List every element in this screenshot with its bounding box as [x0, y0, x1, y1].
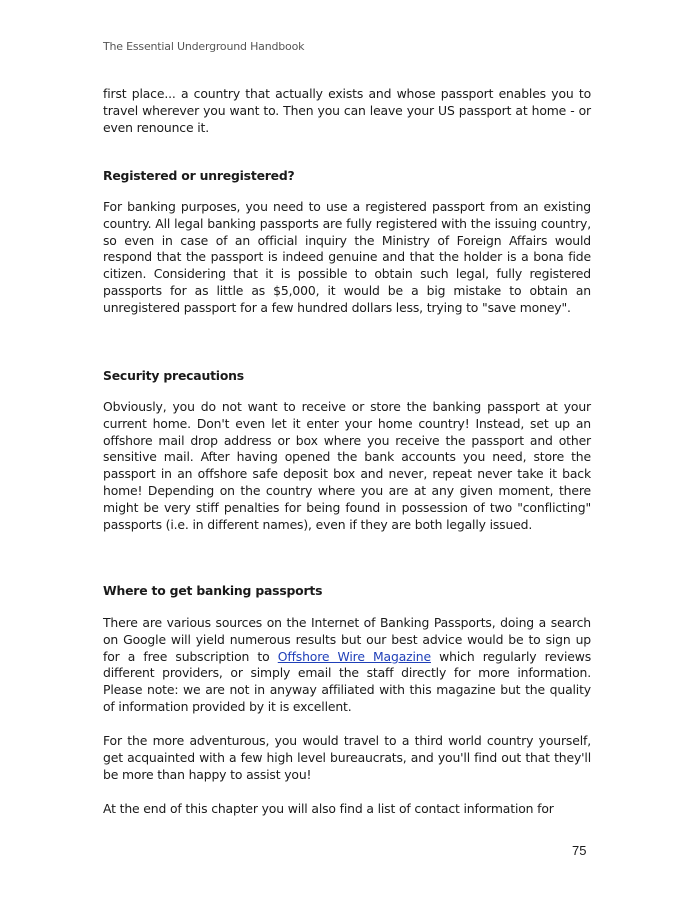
- intro-paragraph: first place... a country that actually exists and whose passport enables you to travel wherever you want to. Then you can leave your US passport at home - or even renounce it.: [103, 86, 591, 135]
- offshore-wire-magazine-link[interactable]: Offshore Wire Magazine: [277, 648, 431, 664]
- intro-block: [103, 86, 591, 136]
- section-registered-paragraph: For banking purposes, you need to use a registered passport from an existing country. All legal banking passports are fully registered with the issuing country, so even in case of an official inquiry the Ministry of Foreign Affairs would respond that the passport is indeed genuine and that the holder is a bona fide citizen. Considering that it is possible to obtain such legal, fully registered passports for as little as $5,000, it would be a big mistake to obtain an unregistered passport for a few hundred dollars less, trying to "save money".: [103, 199, 591, 315]
- section-where-paragraph-2: For the more adventurous, you would travel to a third world country yourself, get acquainted with a few high level bureaucrats, and you'll find out that they'll be more than happy to assist you!: [103, 733, 591, 782]
- section-security-body: [103, 399, 591, 533]
- paragraph-text-after-link: which regularly reviews different providers, or simply email the staff directly for more information. Please note: we are not in anyway affiliated with this magazine but the quality of information provided by it is excellent.: [103, 648, 592, 714]
- section-where-paragraph-1: [103, 615, 591, 716]
- paragraph-text-before-link: There are various sources on the Internet of Banking Passports, doing a search on Google will yield numerous results but our best advice would be to sign up for a free subscription to: [103, 615, 591, 664]
- section-heading-registered: Registered or unregistered?: [103, 168, 295, 183]
- section-where-paragraph-3: At the end of this chapter you will also find a list of contact information for: [103, 801, 554, 816]
- section-where-body-2: [103, 733, 591, 783]
- page-number: 75: [572, 843, 587, 858]
- section-where-body: [103, 615, 591, 716]
- running-header: The Essential Underground Handbook: [103, 40, 305, 53]
- section-heading-security: Security precautions: [103, 368, 244, 383]
- section-security-paragraph: Obviously, you do not want to receive or store the banking passport at your current home. Don't even let it enter your home country! Instead, set up an offshore mail drop address or box where you receive the passport and other sensitive mail. After having opened the bank accounts you need, store the passport in an offshore safe deposit box and never, repeat never take it back home! Depending on the country where you are at any given moment, there might be very stiff penalties for being found in possession of two "conflicting" passports (i.e. in different names), even if they are both legally issued.: [103, 399, 591, 532]
- section-where-body-3: [103, 801, 591, 818]
- section-heading-where: Where to get banking passports: [103, 583, 323, 598]
- section-registered-body: [103, 199, 591, 317]
